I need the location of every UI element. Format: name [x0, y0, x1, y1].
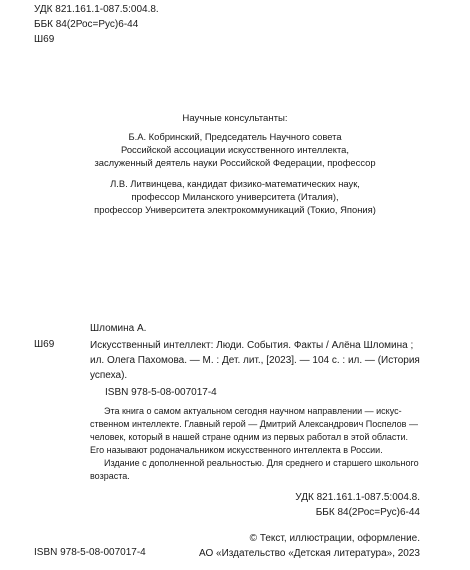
consultants-title: Научные консультанты:	[182, 113, 288, 124]
consultant-line: профессор Университета электрокоммуникаций (Токио, Япония)	[94, 204, 376, 215]
udk-code: УДК 821.161.1-087.5:004.8.	[34, 4, 159, 15]
copyright-block	[199, 531, 420, 561]
footer-isbn: ISBN 978-5-08-007017-4	[34, 547, 146, 558]
consultant-line: профессор Миланского университета (Италия),	[131, 191, 339, 202]
bottom-classification-codes	[295, 490, 420, 520]
bbk-code: ББК 84(2Рос=Рус)6-44	[34, 19, 139, 30]
copyright-line: © Текст, иллюстрации, оформление.	[249, 533, 420, 544]
udk-code: УДК 821.161.1-087.5:004.8.	[295, 492, 420, 503]
consultant-kobrinsky	[0, 130, 470, 169]
catalog-author: Шломина А.	[90, 323, 147, 334]
consultant-line: Б.А. Кобринский, Председатель Научного совета	[128, 131, 342, 142]
author-sign: Ш69	[34, 34, 55, 45]
consultant-litvintseva	[0, 177, 470, 216]
annotation	[90, 405, 422, 483]
annotation-paragraph: Издание с дополненной реальностью. Для среднего и старшего школьного возраста.	[90, 458, 419, 481]
catalog-description: Искусственный интеллект: Люди. События. Факты / Алёна Шломина ; ил. Олега Пахомова. — М. : Дет. лит., [2023]. — 104 с. : ил. — (История успеха).	[90, 340, 420, 381]
catalog-code: Ш69	[34, 339, 55, 350]
top-classification-codes	[34, 2, 159, 47]
annotation-paragraph: Эта книга о самом актуальном сегодня научном направлении — искусственном интеллекте. Главный герой — Дмитрий Александрович Поспелов — человек, который в нашей стране одним из первых работал в этой области. Его называют родоначальником искусственного интеллекта в России.	[90, 406, 418, 455]
publisher-line: АО «Издательство «Детская литература», 2023	[199, 548, 420, 559]
consultant-line: Российской ассоциации искусственного интеллекта,	[121, 144, 349, 155]
catalog-isbn: ISBN 978-5-08-007017-4	[105, 387, 217, 398]
consultant-line: заслуженный деятель науки Российской Федерации, профессор	[94, 157, 376, 168]
bbk-code: ББК 84(2Рос=Рус)6-44	[315, 507, 420, 518]
consultant-line: Л.В. Литвинцева, кандидат физико-математических наук,	[110, 178, 360, 189]
